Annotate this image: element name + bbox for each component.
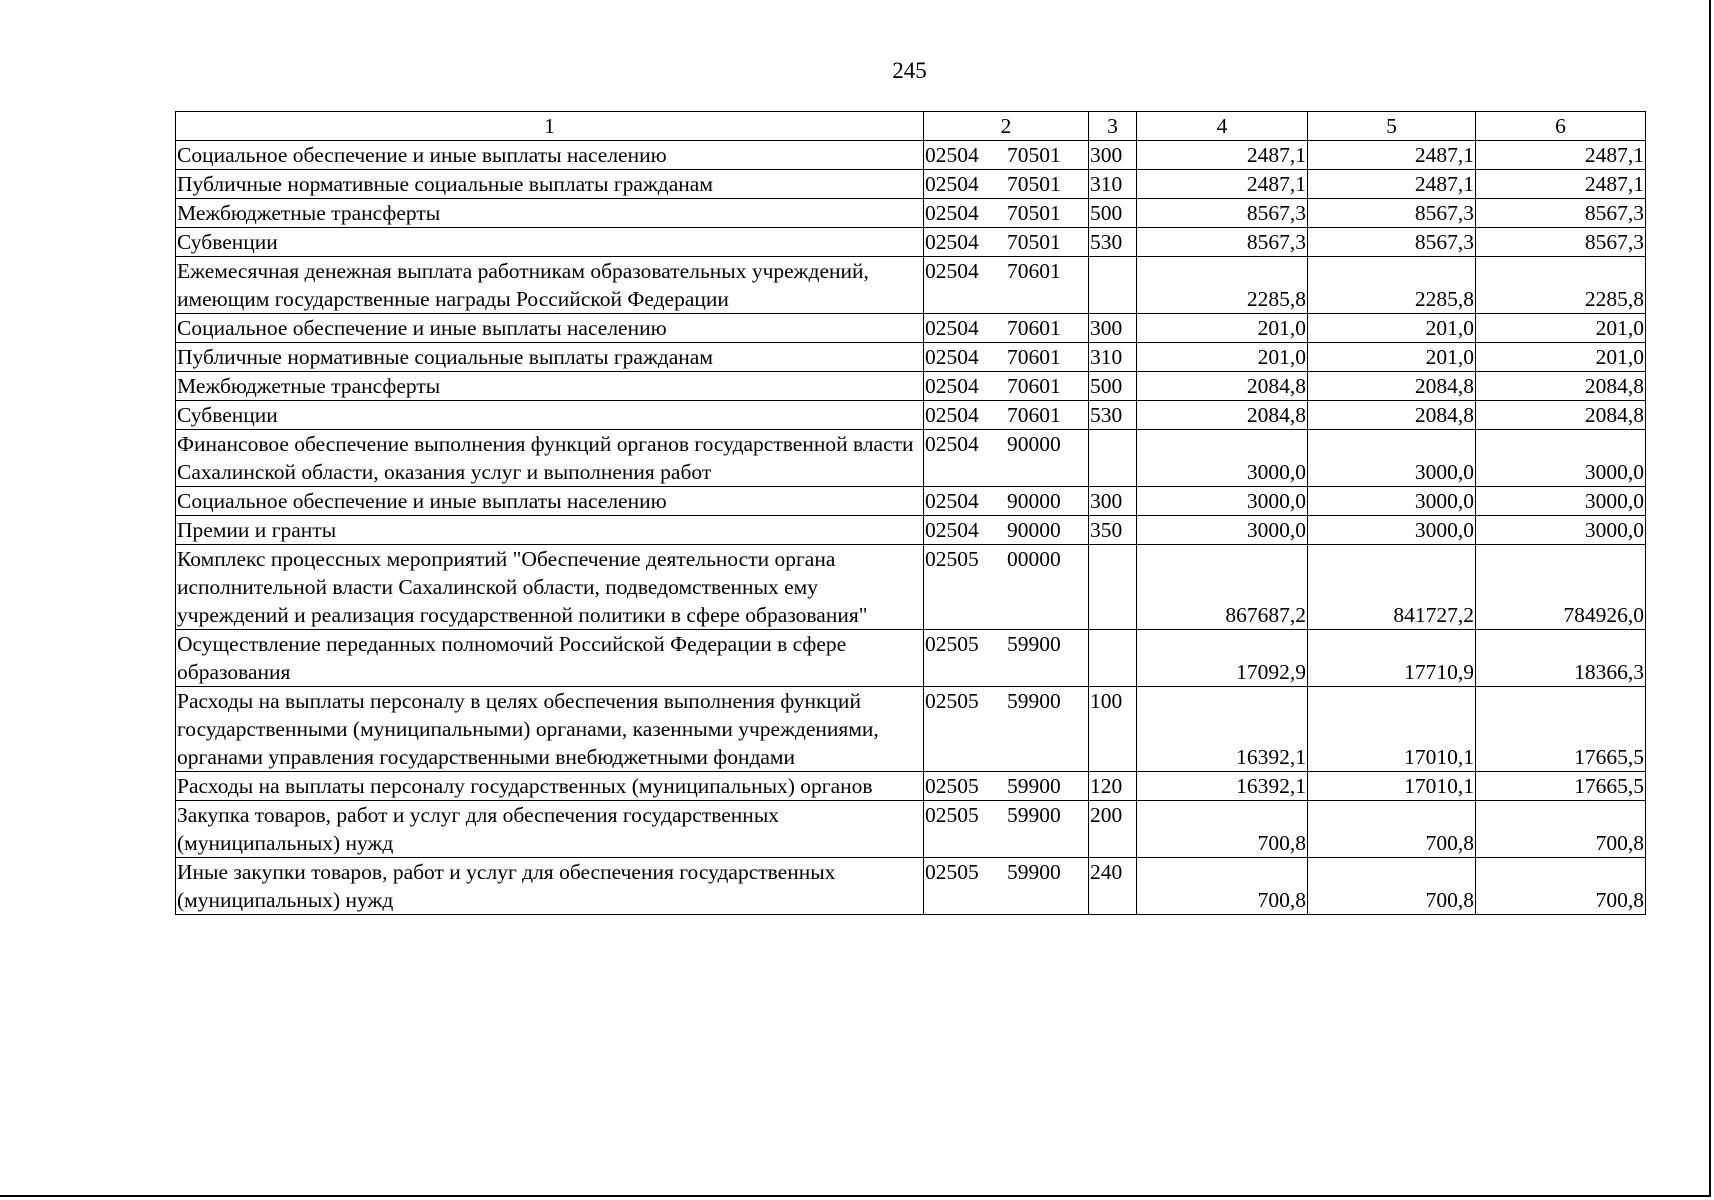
amount-v4: 2084,8 bbox=[1137, 372, 1308, 401]
amount-v6: 18366,3 bbox=[1476, 630, 1646, 687]
row-code bbox=[924, 257, 1089, 314]
row-name: Расходы на выплаты персоналу в целях обеспечения выполнения функций государственными (муниципальными) органами, казенными учреждениями, органами управления государственными внебюджетными фондами bbox=[176, 687, 924, 772]
amount-v4: 3000,0 bbox=[1137, 487, 1308, 516]
amount-v5: 17010,1 bbox=[1308, 687, 1476, 772]
program-code: 02505 bbox=[925, 547, 979, 571]
expense-type-code: 120 bbox=[1089, 772, 1137, 801]
table-row bbox=[176, 170, 1646, 199]
program-code: 02504 bbox=[925, 374, 979, 398]
row-code bbox=[924, 801, 1089, 858]
row-name: Расходы на выплаты персоналу государственных (муниципальных) органов bbox=[176, 772, 924, 801]
table-header-row bbox=[176, 112, 1646, 141]
amount-v5: 3000,0 bbox=[1308, 430, 1476, 487]
row-name: Иные закупки товаров, работ и услуг для обеспечения государственных (муниципальных) нужд bbox=[176, 858, 924, 915]
direction-code: 59900 bbox=[1007, 632, 1061, 656]
amount-v6: 2487,1 bbox=[1476, 141, 1646, 170]
expense-type-code bbox=[1089, 630, 1137, 687]
amount-v4: 17092,9 bbox=[1137, 630, 1308, 687]
amount-v4: 867687,2 bbox=[1137, 545, 1308, 630]
direction-code: 70601 bbox=[1007, 345, 1061, 369]
program-code: 02504 bbox=[925, 259, 979, 283]
program-code: 02505 bbox=[925, 689, 979, 713]
program-code: 02504 bbox=[925, 172, 979, 196]
amount-v5: 2285,8 bbox=[1308, 257, 1476, 314]
direction-code: 70501 bbox=[1007, 201, 1061, 225]
amount-v4: 8567,3 bbox=[1137, 199, 1308, 228]
column-header: 2 bbox=[924, 112, 1089, 141]
column-header: 4 bbox=[1137, 112, 1308, 141]
table-row bbox=[176, 516, 1646, 545]
row-name: Ежемесячная денежная выплата работникам образовательных учреждений, имеющим государственные награды Российской Федерации bbox=[176, 257, 924, 314]
table-row bbox=[176, 314, 1646, 343]
table-row bbox=[176, 858, 1646, 915]
expense-type-code: 310 bbox=[1089, 343, 1137, 372]
direction-code: 90000 bbox=[1007, 432, 1061, 456]
amount-v5: 841727,2 bbox=[1308, 545, 1476, 630]
row-code bbox=[924, 430, 1089, 487]
row-name: Комплекс процессных мероприятий "Обеспечение деятельности органа исполнительной власти Сахалинской области, подведомственных ему учреждений и реализация государственной политики в сфере образования" bbox=[176, 545, 924, 630]
amount-v6: 2487,1 bbox=[1476, 170, 1646, 199]
amount-v6: 8567,3 bbox=[1476, 228, 1646, 257]
amount-v5: 17010,1 bbox=[1308, 772, 1476, 801]
amount-v6: 17665,5 bbox=[1476, 687, 1646, 772]
expense-type-code: 200 bbox=[1089, 801, 1137, 858]
expense-type-code: 530 bbox=[1089, 401, 1137, 430]
row-code bbox=[924, 170, 1089, 199]
table-row bbox=[176, 228, 1646, 257]
program-code: 02504 bbox=[925, 403, 979, 427]
amount-v4: 2487,1 bbox=[1137, 141, 1308, 170]
amount-v4: 2084,8 bbox=[1137, 401, 1308, 430]
column-header: 1 bbox=[176, 112, 924, 141]
table-row bbox=[176, 401, 1646, 430]
amount-v5: 2084,8 bbox=[1308, 401, 1476, 430]
row-code bbox=[924, 772, 1089, 801]
amount-v4: 3000,0 bbox=[1137, 516, 1308, 545]
expense-type-code bbox=[1089, 545, 1137, 630]
direction-code: 70601 bbox=[1007, 259, 1061, 283]
amount-v6: 3000,0 bbox=[1476, 516, 1646, 545]
row-name: Субвенции bbox=[176, 401, 924, 430]
amount-v5: 201,0 bbox=[1308, 343, 1476, 372]
row-code bbox=[924, 687, 1089, 772]
amount-v5: 2487,1 bbox=[1308, 170, 1476, 199]
amount-v4: 3000,0 bbox=[1137, 430, 1308, 487]
program-code: 02504 bbox=[925, 316, 979, 340]
direction-code: 59900 bbox=[1007, 860, 1061, 884]
expense-type-code: 300 bbox=[1089, 141, 1137, 170]
row-name: Межбюджетные трансферты bbox=[176, 372, 924, 401]
table-row bbox=[176, 199, 1646, 228]
expense-type-code: 350 bbox=[1089, 516, 1137, 545]
table-row bbox=[176, 487, 1646, 516]
column-header: 3 bbox=[1089, 112, 1137, 141]
direction-code: 90000 bbox=[1007, 518, 1061, 542]
amount-v6: 201,0 bbox=[1476, 314, 1646, 343]
expense-type-code bbox=[1089, 257, 1137, 314]
expense-type-code: 500 bbox=[1089, 199, 1137, 228]
program-code: 02504 bbox=[925, 489, 979, 513]
row-name: Премии и гранты bbox=[176, 516, 924, 545]
amount-v4: 2285,8 bbox=[1137, 257, 1308, 314]
amount-v5: 2084,8 bbox=[1308, 372, 1476, 401]
direction-code: 70601 bbox=[1007, 403, 1061, 427]
amount-v5: 201,0 bbox=[1308, 314, 1476, 343]
direction-code: 59900 bbox=[1007, 689, 1061, 713]
row-code bbox=[924, 401, 1089, 430]
row-code bbox=[924, 372, 1089, 401]
amount-v4: 201,0 bbox=[1137, 343, 1308, 372]
row-name: Субвенции bbox=[176, 228, 924, 257]
direction-code: 59900 bbox=[1007, 803, 1061, 827]
amount-v6: 700,8 bbox=[1476, 801, 1646, 858]
program-code: 02504 bbox=[925, 345, 979, 369]
amount-v4: 2487,1 bbox=[1137, 170, 1308, 199]
amount-v4: 8567,3 bbox=[1137, 228, 1308, 257]
direction-code: 70601 bbox=[1007, 374, 1061, 398]
amount-v6: 3000,0 bbox=[1476, 430, 1646, 487]
row-name: Социальное обеспечение и иные выплаты населению bbox=[176, 141, 924, 170]
table-row bbox=[176, 257, 1646, 314]
amount-v4: 700,8 bbox=[1137, 801, 1308, 858]
row-code bbox=[924, 487, 1089, 516]
row-code bbox=[924, 545, 1089, 630]
table-row bbox=[176, 372, 1646, 401]
amount-v6: 2084,8 bbox=[1476, 401, 1646, 430]
program-code: 02504 bbox=[925, 201, 979, 225]
row-code bbox=[924, 630, 1089, 687]
amount-v4: 16392,1 bbox=[1137, 687, 1308, 772]
program-code: 02504 bbox=[925, 230, 979, 254]
direction-code: 90000 bbox=[1007, 489, 1061, 513]
amount-v5: 8567,3 bbox=[1308, 228, 1476, 257]
amount-v4: 201,0 bbox=[1137, 314, 1308, 343]
amount-v4: 700,8 bbox=[1137, 858, 1308, 915]
amount-v5: 3000,0 bbox=[1308, 516, 1476, 545]
row-name: Межбюджетные трансферты bbox=[176, 199, 924, 228]
row-name: Социальное обеспечение и иные выплаты населению bbox=[176, 487, 924, 516]
row-code bbox=[924, 141, 1089, 170]
amount-v5: 3000,0 bbox=[1308, 487, 1476, 516]
table-row bbox=[176, 772, 1646, 801]
direction-code: 00000 bbox=[1007, 547, 1061, 571]
table-row bbox=[176, 545, 1646, 630]
program-code: 02505 bbox=[925, 774, 979, 798]
column-header: 6 bbox=[1476, 112, 1646, 141]
direction-code: 70501 bbox=[1007, 172, 1061, 196]
expense-type-code: 240 bbox=[1089, 858, 1137, 915]
program-code: 02504 bbox=[925, 432, 979, 456]
row-name: Социальное обеспечение и иные выплаты населению bbox=[176, 314, 924, 343]
table-row bbox=[176, 630, 1646, 687]
table-body bbox=[176, 141, 1646, 915]
program-code: 02504 bbox=[925, 518, 979, 542]
amount-v5: 17710,9 bbox=[1308, 630, 1476, 687]
column-header: 5 bbox=[1308, 112, 1476, 141]
amount-v5: 8567,3 bbox=[1308, 199, 1476, 228]
table-row bbox=[176, 430, 1646, 487]
program-code: 02505 bbox=[925, 632, 979, 656]
row-code bbox=[924, 199, 1089, 228]
row-code bbox=[924, 516, 1089, 545]
table-row bbox=[176, 801, 1646, 858]
row-name: Финансовое обеспечение выполнения функций органов государственной власти Сахалинской области, оказания услуг и выполнения работ bbox=[176, 430, 924, 487]
page-number: 245 bbox=[892, 58, 927, 83]
amount-v4: 16392,1 bbox=[1137, 772, 1308, 801]
amount-v6: 2285,8 bbox=[1476, 257, 1646, 314]
amount-v5: 2487,1 bbox=[1308, 141, 1476, 170]
program-code: 02505 bbox=[925, 860, 979, 884]
row-name: Публичные нормативные социальные выплаты гражданам bbox=[176, 170, 924, 199]
budget-table bbox=[175, 111, 1646, 915]
direction-code: 70601 bbox=[1007, 316, 1061, 340]
amount-v6: 784926,0 bbox=[1476, 545, 1646, 630]
expense-type-code: 100 bbox=[1089, 687, 1137, 772]
direction-code: 70501 bbox=[1007, 230, 1061, 254]
expense-type-code: 300 bbox=[1089, 314, 1137, 343]
amount-v5: 700,8 bbox=[1308, 858, 1476, 915]
program-code: 02505 bbox=[925, 803, 979, 827]
table-row bbox=[176, 343, 1646, 372]
expense-type-code: 500 bbox=[1089, 372, 1137, 401]
amount-v6: 17665,5 bbox=[1476, 772, 1646, 801]
amount-v6: 201,0 bbox=[1476, 343, 1646, 372]
row-code bbox=[924, 314, 1089, 343]
direction-code: 70501 bbox=[1007, 143, 1061, 167]
row-name: Закупка товаров, работ и услуг для обеспечения государственных (муниципальных) нужд bbox=[176, 801, 924, 858]
expense-type-code bbox=[1089, 430, 1137, 487]
table-row bbox=[176, 687, 1646, 772]
row-name: Осуществление переданных полномочий Российской Федерации в сфере образования bbox=[176, 630, 924, 687]
row-code bbox=[924, 343, 1089, 372]
row-code bbox=[924, 858, 1089, 915]
row-name: Публичные нормативные социальные выплаты гражданам bbox=[176, 343, 924, 372]
row-code bbox=[924, 228, 1089, 257]
amount-v6: 8567,3 bbox=[1476, 199, 1646, 228]
expense-type-code: 300 bbox=[1089, 487, 1137, 516]
amount-v6: 700,8 bbox=[1476, 858, 1646, 915]
program-code: 02504 bbox=[925, 143, 979, 167]
expense-type-code: 530 bbox=[1089, 228, 1137, 257]
amount-v5: 700,8 bbox=[1308, 801, 1476, 858]
amount-v6: 3000,0 bbox=[1476, 487, 1646, 516]
amount-v6: 2084,8 bbox=[1476, 372, 1646, 401]
table-row bbox=[176, 141, 1646, 170]
expense-type-code: 310 bbox=[1089, 170, 1137, 199]
direction-code: 59900 bbox=[1007, 774, 1061, 798]
